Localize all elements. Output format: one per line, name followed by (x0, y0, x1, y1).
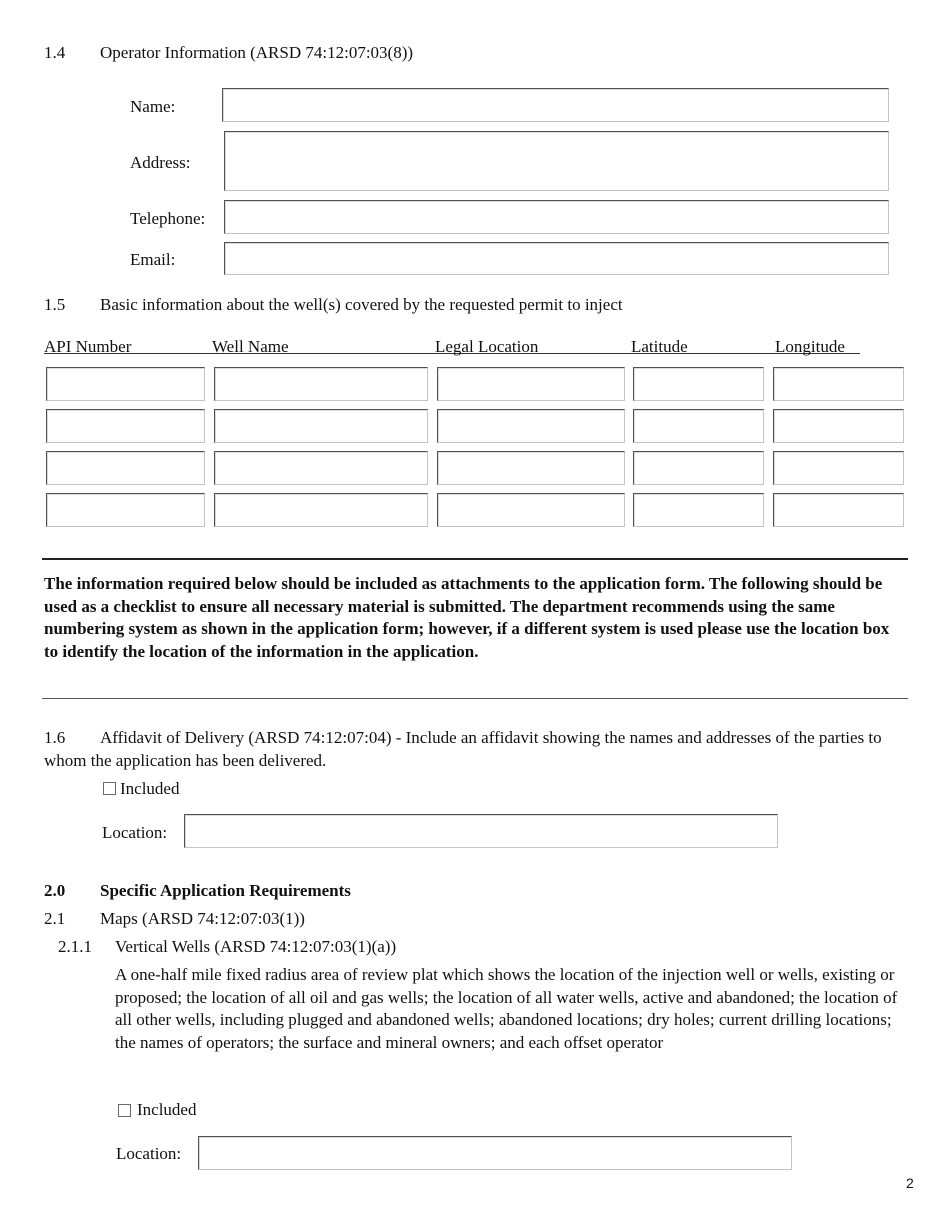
section-2-1-1-title: Vertical Wells (ARSD 74:12:07:03(1)(a)) (115, 937, 397, 956)
table-row-3-well-name-field[interactable] (214, 451, 428, 485)
section-2-1-1-location-label: Location: (116, 1144, 182, 1163)
address-field[interactable] (224, 131, 889, 191)
section-2-1-1-description: A one-half mile fixed radius area of review plat which shows the location of the injection well or wells, existing or proposed; the location of all oil and gas wells; the location of all water wells, active and abandoned; the location of all other wells, including plugged and abandoned wells; abandoned locations; dry holes; current drilling locations; the names of operators; the surface and mineral owners; and each offset operator (115, 965, 898, 1052)
telephone-label: Telephone: (130, 209, 206, 228)
table-row-3-legal-location-field[interactable] (437, 451, 625, 485)
section-2-1-number: 2.1 (44, 909, 66, 928)
table-row-1-longitude-field[interactable] (773, 367, 904, 401)
section-1-6-description: Affidavit of Delivery (ARSD 74:12:07:04) - Include an affidavit showing the names and addresses of the parties to whom the application has been delivered. (44, 728, 882, 770)
section-1-6-location-field[interactable] (184, 814, 778, 848)
column-header-legal-location: Legal Location (435, 337, 539, 356)
section-1-6-included-label: Included (120, 779, 180, 798)
table-row-2-latitude-field[interactable] (633, 409, 764, 443)
table-row-1-latitude-field[interactable] (633, 367, 764, 401)
table-row-2-api-number-field[interactable] (46, 409, 205, 443)
table-row-3-api-number-field[interactable] (46, 451, 205, 485)
section-2-1-1-number: 2.1.1 (58, 937, 92, 956)
table-row-2-longitude-field[interactable] (773, 409, 904, 443)
section-2-1-1-location-field[interactable] (198, 1136, 792, 1170)
address-label: Address: (130, 153, 191, 172)
column-header-longitude: Longitude (775, 337, 845, 356)
table-row-2-well-name-field[interactable] (214, 409, 428, 443)
column-header-well-name: Well Name (212, 337, 289, 356)
table-row-4-legal-location-field[interactable] (437, 493, 625, 527)
table-row-1-api-number-field[interactable] (46, 367, 205, 401)
table-row-4-api-number-field[interactable] (46, 493, 205, 527)
name-label: Name: (130, 97, 176, 116)
telephone-field[interactable] (224, 200, 889, 234)
email-label: Email: (130, 250, 176, 269)
section-2-1-1-included-label: Included (137, 1100, 197, 1119)
section-2-0-title: Specific Application Requirements (100, 881, 351, 900)
notice-text: The information required below should be included as attachments to the application form. The following should be used as a checklist to ensure all necessary material is submitted. The department recommends using the same numbering system as shown in the application form; however, if a different system is used please use the location box to identify the location of the information in the application. (44, 574, 890, 661)
notice-top-rule (42, 558, 908, 560)
name-field[interactable] (222, 88, 889, 122)
section-1-4-number: 1.4 (44, 43, 66, 62)
table-row-4-latitude-field[interactable] (633, 493, 764, 527)
notice-bottom-rule (42, 698, 908, 699)
column-header-api-number: API Number (44, 337, 132, 356)
table-row-4-well-name-field[interactable] (214, 493, 428, 527)
section-2-0-number: 2.0 (44, 881, 66, 900)
page-number: 2 (906, 1175, 914, 1191)
section-1-6-included-checkbox[interactable] (103, 782, 116, 795)
section-1-6-location-label: Location: (102, 823, 168, 842)
section-1-6-number: 1.6 (44, 728, 66, 747)
table-row-1-legal-location-field[interactable] (437, 367, 625, 401)
section-1-5-title: Basic information about the well(s) covered by the requested permit to inject (100, 295, 623, 314)
table-row-3-longitude-field[interactable] (773, 451, 904, 485)
table-row-4-longitude-field[interactable] (773, 493, 904, 527)
section-2-1-title: Maps (ARSD 74:12:07:03(1)) (100, 909, 305, 928)
section-2-1-1-included-checkbox[interactable] (118, 1104, 131, 1117)
section-1-5-number: 1.5 (44, 295, 66, 314)
column-header-latitude: Latitude (631, 337, 688, 356)
section-1-6-text (44, 727, 906, 772)
email-field[interactable] (224, 242, 889, 275)
table-row-3-latitude-field[interactable] (633, 451, 764, 485)
section-1-4-title: Operator Information (ARSD 74:12:07:03(8)) (100, 43, 414, 62)
table-row-1-well-name-field[interactable] (214, 367, 428, 401)
table-row-2-legal-location-field[interactable] (437, 409, 625, 443)
